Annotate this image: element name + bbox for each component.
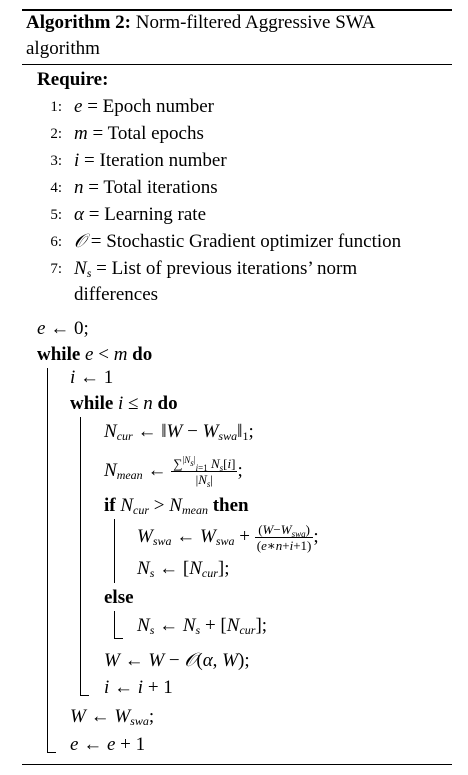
require-item-norm-list-cont: differences xyxy=(74,284,159,305)
else-keyword: else xyxy=(104,587,134,608)
w-update: W ← W − 𝒪(α, W); xyxy=(104,650,250,671)
line-number: 5: xyxy=(50,207,62,223)
header-rule xyxy=(22,64,452,65)
line-number: 4: xyxy=(50,180,62,196)
line-number: 1: xyxy=(50,99,62,115)
init-e: e ← 0; xyxy=(37,318,89,339)
require-item-1-hidden: Epoch number xyxy=(102,96,214,117)
require-item-total-iterations: n = Total iterations xyxy=(74,177,218,198)
nmean-fraction: $\frac{\sum^{|N_s|}_{i=1} N_s[i]}{|N_s|}$ xyxy=(173,454,236,489)
algorithm-title-line1: Norm-filtered Aggressive SWA xyxy=(135,12,376,33)
if-bar xyxy=(114,519,115,583)
wswa-fraction: $\frac{(W-W_{swa})}{(e∗n+i+1)}$ xyxy=(256,522,312,553)
inner-loop-end xyxy=(80,695,89,696)
line-number: 2: xyxy=(50,126,62,142)
line-number: 7: xyxy=(50,261,62,277)
ns-append: $N_s$ ← $N_s + [N_{cur}]$; xyxy=(137,615,268,637)
require-item-epoch: e = Epoch number xyxy=(74,96,214,117)
ns-assign: $N_s$ ← $[N_{cur}]$; xyxy=(137,558,230,580)
bottom-rule xyxy=(22,764,452,765)
else-end xyxy=(114,638,123,639)
outer-loop-end xyxy=(47,752,56,753)
outer-loop-bar xyxy=(47,368,48,752)
line-number: 6: xyxy=(50,234,62,250)
ncur-assign: $N_{cur}$ ← ‖W − $W_{swa}‖_1$; xyxy=(104,421,254,443)
wswa-update: $W_{swa}$ ← $W_{swa}$ + $\frac{(W-W_{swa})}{(e∗n+i+1)}$ ; xyxy=(137,522,319,553)
require-item-learning-rate: α = Learning rate xyxy=(74,204,206,225)
algorithm-caption xyxy=(26,11,375,35)
while-inner: while i ≤ n do xyxy=(70,393,178,414)
algorithm-label: Algorithm 2: xyxy=(26,12,132,33)
line-number: 3: xyxy=(50,153,62,169)
require-item-optimizer: 𝒪 = Stochastic Gradient optimizer function xyxy=(74,231,402,252)
else-bar xyxy=(114,611,115,638)
if-statement: if $N_{cur} > N_{mean}$ then xyxy=(104,495,249,517)
init-i: i ← 1 xyxy=(70,367,114,388)
require-item-iteration: i = Iteration number xyxy=(74,150,227,171)
require-label: Require: xyxy=(37,69,109,90)
require-item-total-epochs: m = Total epochs xyxy=(74,123,204,144)
inner-loop-bar xyxy=(80,417,81,695)
require-item-norm-list: $N_s$ = List of previous iterations’ norm xyxy=(74,258,358,280)
i-increment: i ← i + 1 xyxy=(104,677,173,698)
nmean-assign: $N_{mean}$ ← $\frac{\sum^{|N_s|}_{i=1} N_s[i]}{|N_s|}$ ; xyxy=(104,454,243,489)
while-outer: while e < m do xyxy=(37,344,153,365)
algorithm-title-line2: algorithm xyxy=(26,38,100,59)
e-increment: e ← e + 1 xyxy=(70,734,146,755)
w-assign-swa: W ← $W_{swa}$; xyxy=(70,706,155,728)
